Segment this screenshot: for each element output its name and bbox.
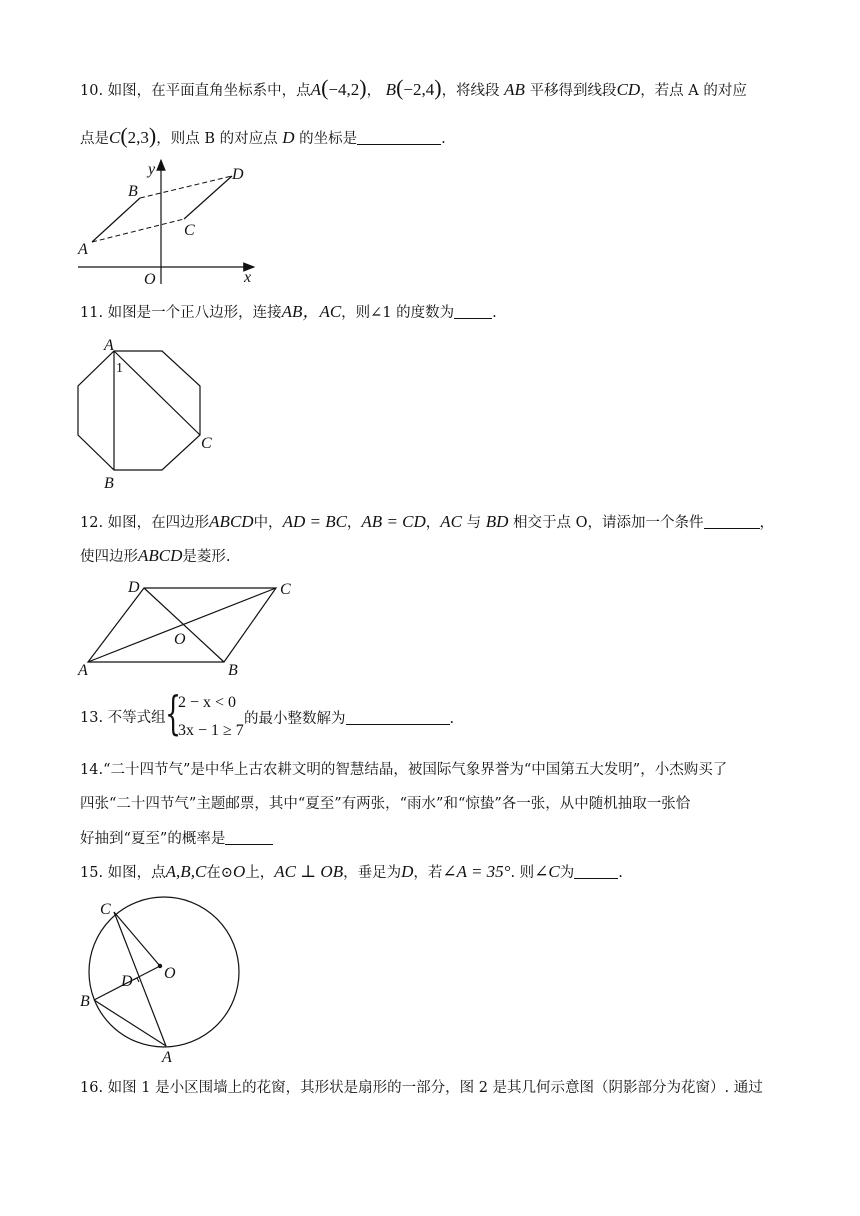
- q15-line1: [80, 862, 623, 883]
- octagon: [78, 351, 200, 470]
- q13-eq1: 2 − x < 0: [178, 694, 237, 711]
- q10-answer-blank[interactable]: [357, 128, 441, 145]
- label-d: D: [128, 579, 140, 596]
- q15-angle-a: ∠A = 35°: [442, 862, 511, 881]
- q15-text7: 为: [559, 865, 575, 881]
- q15-d: D: [401, 862, 414, 881]
- q13-end: .: [449, 711, 455, 727]
- q10-point-d: D: [282, 128, 295, 147]
- q10-text3: 平移得到线段: [529, 83, 617, 99]
- label-c: C: [280, 581, 291, 598]
- segment-ab: [92, 198, 140, 242]
- q12-text4: 相交于点 O，请添加一个条件: [513, 515, 704, 531]
- q13-text2: 的最小整数解为: [244, 711, 346, 727]
- q14-number: 14.: [80, 762, 104, 778]
- q12-answer-blank[interactable]: [704, 512, 760, 529]
- segment-cd: [184, 176, 232, 219]
- q12-text3: 与: [466, 515, 482, 531]
- q13-brace: {: [165, 686, 182, 740]
- q14-answer-blank[interactable]: [225, 828, 273, 845]
- label-a: A: [78, 241, 88, 258]
- q10-segment-ab: AB: [504, 80, 525, 99]
- label-x: x: [244, 269, 252, 286]
- q10-line1: 10. 如图，在平面直角坐标系中，点A(−4,2)， B(−2,4)，将线段 AB 平移得到线段CD，若点 A 的对应: [80, 75, 747, 100]
- label-d: D: [232, 166, 244, 183]
- q10-end: .: [441, 131, 446, 147]
- label-a: A: [162, 1049, 172, 1066]
- q10-point-c: C: [109, 128, 121, 147]
- q15-figure: [76, 900, 246, 1066]
- q10-figure: [78, 156, 258, 286]
- q14-text3: 好抽到“夏至”的概率是: [80, 831, 226, 847]
- segment-ac: [114, 351, 200, 435]
- q14-text1: “二十四节气”是中华上古农耕文明的智慧结晶，被国际气象界誉为“中国第五大发明”，小杰购买了: [103, 762, 728, 778]
- label-o: O: [174, 631, 186, 648]
- q15-number: 15.: [80, 865, 104, 881]
- q14-line1: [80, 760, 727, 780]
- q13-answer-blank[interactable]: [346, 708, 450, 725]
- q15-angle-c: ∠C: [534, 862, 560, 881]
- q12-quad-2: ABCD: [138, 546, 183, 565]
- q11-line1: [80, 302, 497, 323]
- q12-text6: 是菱形.: [182, 549, 231, 565]
- q11-segments: AB，AC: [281, 302, 342, 321]
- label-y: y: [148, 161, 156, 178]
- label-b: B: [104, 475, 114, 492]
- q13-eq2: 3x − 1 ≥ 7: [178, 722, 244, 739]
- q11-end: .: [492, 305, 497, 321]
- label-b: B: [128, 183, 138, 200]
- q16-text1: 如图 1 是小区围墙上的花窗，其形状是扇形的一部分，图 2 是其几何示意图（阴影部分为花窗）. 通过: [107, 1080, 763, 1096]
- diagonal-bd: [144, 588, 224, 662]
- q12-text5: 使四边形: [80, 549, 138, 565]
- q12-text2: 中，: [253, 515, 283, 531]
- label-a: A: [104, 337, 114, 354]
- right-angle-mark: [133, 978, 139, 982]
- q15-text4: ，垂足为: [343, 865, 402, 881]
- q12-end: ，: [759, 515, 775, 531]
- q14-line3: [80, 828, 273, 849]
- q10-text2: ，将线段: [441, 83, 500, 99]
- q12-line2: [80, 546, 231, 567]
- label-angle-1: 1: [116, 361, 123, 376]
- q13-line1: [80, 708, 166, 728]
- label-d: D: [121, 973, 133, 990]
- q12-number: 12.: [80, 515, 104, 531]
- q12-cond2: AB = CD: [361, 512, 426, 531]
- q10-text: 如图，在平面直角坐标系中，点: [107, 83, 311, 99]
- q10-text6: ，则点 B 的对应点: [156, 131, 278, 147]
- label-c: C: [184, 222, 195, 239]
- q12-figure: [76, 578, 306, 678]
- dashed-ac: [92, 219, 184, 242]
- q16-line1: [80, 1078, 763, 1098]
- q13-line1-tail: [244, 708, 454, 729]
- q16-number: 16.: [80, 1080, 104, 1096]
- label-b: B: [228, 662, 238, 679]
- q10-line2: 点是C(2,3)，则点 B 的对应点 D 的坐标是 .: [80, 123, 446, 148]
- label-a: A: [78, 662, 88, 679]
- q12-text1: 如图，在四边形: [107, 515, 210, 531]
- q13-number: 13.: [80, 710, 104, 726]
- q15-end: .: [618, 865, 623, 881]
- q10-point-a: A: [310, 80, 322, 99]
- q15-text3: 上，: [245, 865, 275, 881]
- q11-number: 11.: [80, 305, 104, 321]
- q11-answer-blank[interactable]: [454, 302, 492, 319]
- q15-points: A,B,C: [165, 862, 207, 881]
- q10-text7: 的坐标是: [299, 131, 358, 147]
- q15-answer-blank[interactable]: [574, 862, 618, 879]
- q12-ac: AC: [440, 512, 463, 531]
- q15-text5: ，若: [413, 865, 443, 881]
- label-o: O: [164, 965, 176, 982]
- label-c: C: [201, 435, 212, 452]
- q11-text1: 如图是一个正八边形，连接: [107, 305, 282, 321]
- q10-coord-a: −4,2: [328, 80, 360, 99]
- center-dot: [158, 964, 162, 968]
- q10-number: 10.: [80, 83, 104, 99]
- q10-coord-b: −2,4: [403, 80, 435, 99]
- q10-sep: ，: [366, 83, 382, 99]
- q14-line2: [80, 794, 690, 814]
- q10-segment-cd: CD: [616, 80, 641, 99]
- q10-text4: ，若点 A 的对应: [640, 83, 747, 99]
- q11-figure: [76, 336, 216, 492]
- q12-line1: 12. 如图，在四边形ABCD中，AD = BC，AB = CD，AC 与 BD 相交于点 O，请添加一个条件 ，: [80, 512, 775, 531]
- q10-point-b: B: [385, 80, 397, 99]
- segment-co: [114, 912, 160, 966]
- q15-o: O: [232, 862, 246, 881]
- q12-bd: BD: [485, 512, 509, 531]
- q11-text2: ，则∠1 的度数为: [341, 305, 455, 321]
- q15-text1: 如图，点: [107, 865, 166, 881]
- q15-text6: . 则: [510, 865, 535, 881]
- q13-text1: 不等式组: [107, 710, 166, 726]
- q12-cond1: AD = BC: [282, 512, 347, 531]
- q12-quad: ABCD: [209, 512, 254, 531]
- label-c: C: [100, 901, 111, 918]
- q10-coord-c: 2,3: [127, 128, 149, 147]
- q15-text2: 在⊙: [206, 865, 233, 881]
- label-b: B: [80, 993, 90, 1010]
- dashed-bd: [140, 176, 232, 198]
- label-o: O: [144, 271, 156, 288]
- q14-text2: 四张“二十四节气”主题邮票，其中“夏至”有两张，“雨水”和“惊蛰”各一张，从中随机抽取一张恰: [80, 796, 691, 812]
- q15-perp: AC ⊥ OB: [274, 862, 344, 881]
- q10-text5: 点是: [80, 131, 109, 147]
